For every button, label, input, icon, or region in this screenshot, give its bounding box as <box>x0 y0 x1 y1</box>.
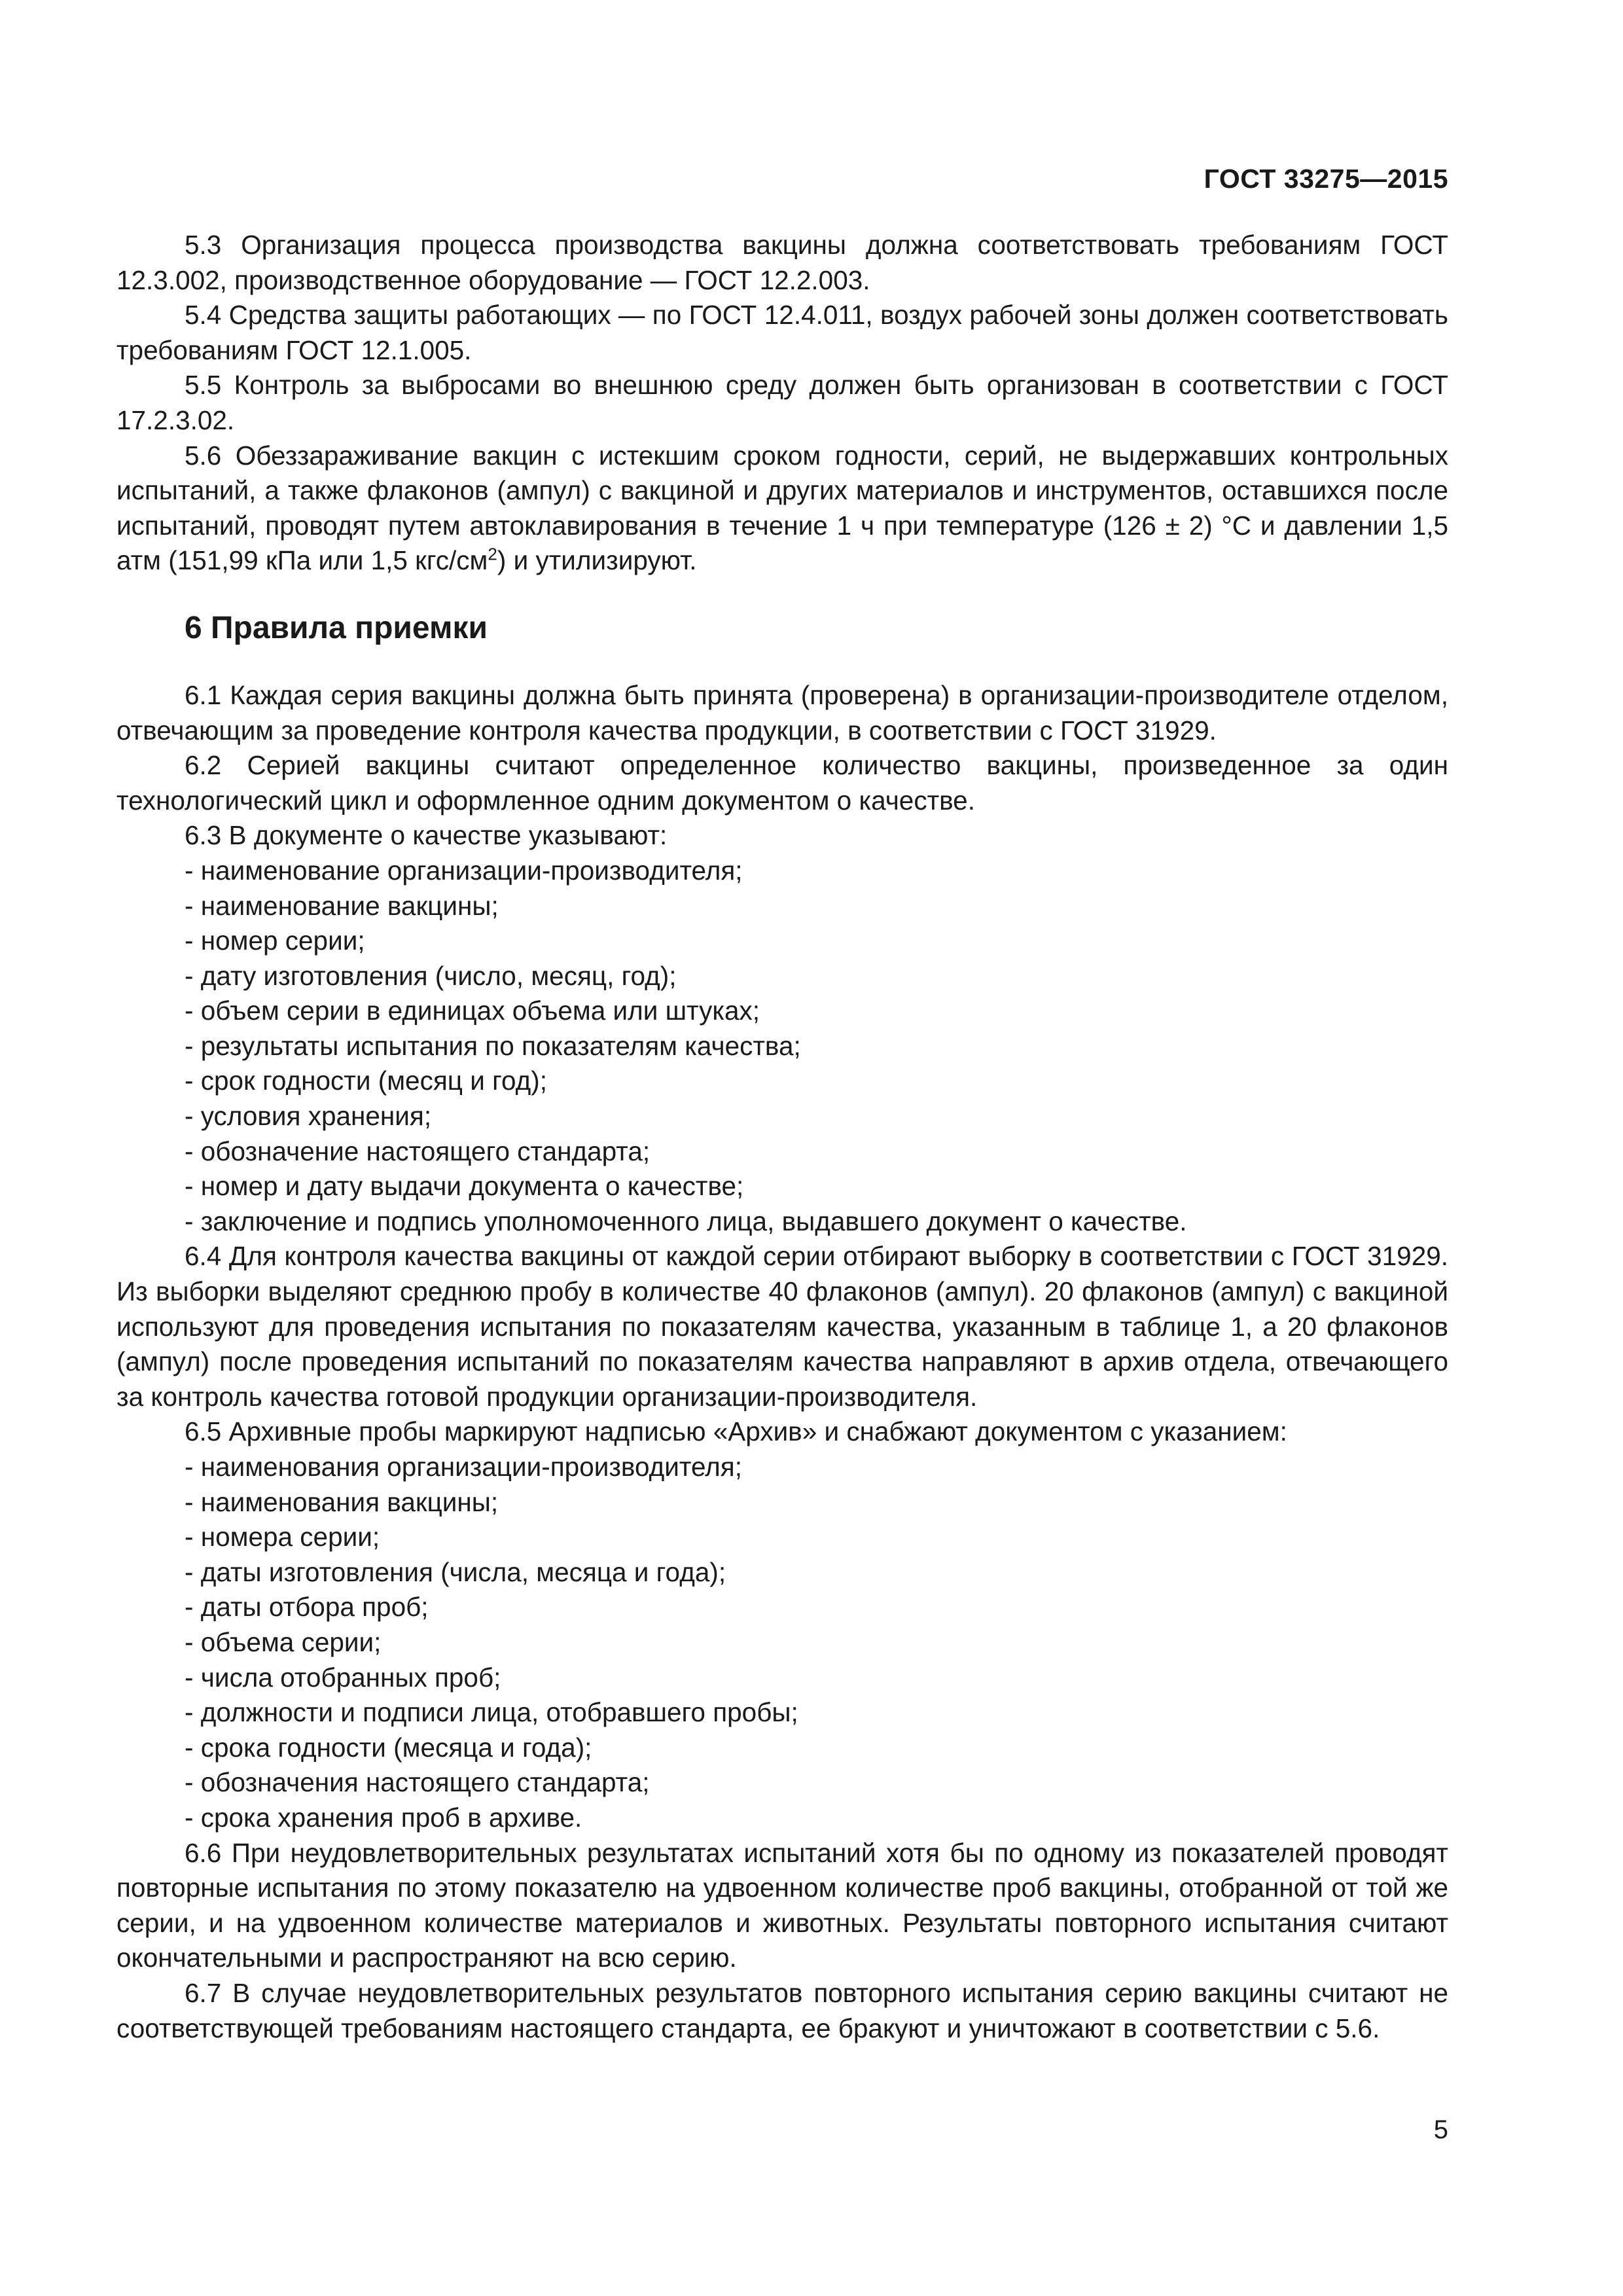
list-item: - заключение и подпись уполномоченного лица, выдавшего документ о качестве. <box>185 1206 1187 1236</box>
list-item: - наименования вакцины; <box>185 1486 499 1517</box>
list-item: - наименования организации-производителя; <box>185 1452 742 1482</box>
list-item: - объем серии в единицах объема или штуках; <box>185 996 760 1026</box>
document-page <box>116 144 1448 2225</box>
clause-6-5: 6.5 Архивные пробы маркируют надписью «Архив» и снабжают документом с указанием: <box>185 1416 1287 1447</box>
clause-5-6 <box>116 439 1448 579</box>
list-item: - наименование организации-производителя; <box>185 855 743 886</box>
clause-5-6-text-end: ) и утилизируют. <box>497 545 697 576</box>
clause-6-1: 6.1 Каждая серия вакцины должна быть принята (проверена) в организации-производителе отделом, отвечающим за проведение контроля качества продукции, в соответствии с ГОСТ 31929. <box>116 679 1448 745</box>
clause-5-6-superscript: 2 <box>488 544 497 564</box>
clause-5-3: 5.3 Организация процесса производства вакцины должна соответствовать требованиям ГОСТ 12.3.002, производственное оборудование — ГОСТ 12.2.003. <box>116 230 1448 295</box>
list-6-3 <box>116 853 1448 1240</box>
list-item: - обозначение настоящего стандарта; <box>185 1136 651 1166</box>
list-item: - результаты испытания по показателям качества; <box>185 1030 801 1061</box>
clause-6-3: 6.3 В документе о качестве указывают: <box>185 820 668 851</box>
list-item: - дату изготовления (число, месяц, год); <box>185 960 677 991</box>
clause-5-5: 5.5 Контроль за выбросами во внешнюю среду должен быть организован в соответствии с ГОСТ 17.2.3.02. <box>116 370 1448 435</box>
list-item: - наименование вакцины; <box>185 890 499 921</box>
list-item: - номер и дату выдачи документа о качестве; <box>185 1171 744 1202</box>
list-item: - срока хранения проб в архиве. <box>185 1802 582 1833</box>
section-6-heading: 6 Правила приемки <box>185 610 488 645</box>
list-item: - обозначения настоящего стандарта; <box>185 1767 650 1798</box>
list-item: - условия хранения; <box>185 1101 432 1132</box>
document-code: ГОСТ 33275—2015 <box>1204 164 1448 194</box>
list-6-5 <box>116 1450 1448 1836</box>
clause-6-4: 6.4 Для контроля качества вакцины от каждой серии отбирают выборку в соответствии с ГОСТ 31929. Из выборки выделяют среднюю пробу в количестве 40 флаконов (ампул). 20 флаконов (ампул) с вакциной используют для проведения испытания по показателям качества, указанным в таблице 1, а 20 флаконов (ампул) после проведения испытаний по показателям качества направляют в архив отдела, отвечающего за контроль качества готовой продукции организации-производителя. <box>116 1241 1448 1412</box>
list-item: - номер серии; <box>185 925 365 956</box>
clause-6-6: 6.6 При неудовлетворительных результатах испытаний хотя бы по одному из показателей проводят повторные испытания по этому показателю на удвоенном количестве проб вакцины, отобранной от той же серии, и на удвоенном количестве материалов и животных. Результаты повторного испытания считают окончательными и распространяют на всю серию. <box>116 1837 1448 1973</box>
list-item: - номера серии; <box>185 1522 380 1552</box>
clause-5-6-text: 5.6 Обеззараживание вакцин с истекшим сроком годности, серий, не выдержавших контрольных испытаний, а также флаконов (ампул) с вакциной и других материалов и инструментов, оставшихся после испытаний, проводят путем автоклавирования в течение 1 ч при температуре (126 ± 2) °С и давлении 1,5 атм (151,99 кПа или 1,5 кгс/см <box>116 440 1448 576</box>
list-item: - даты отбора проб; <box>185 1592 429 1623</box>
page-body <box>116 228 1448 2046</box>
clause-6-2: 6.2 Серией вакцины считают определенное количество вакцины, произведенное за один технологический цикл и оформленное одним документом о качестве. <box>116 750 1448 816</box>
clause-6-7: 6.7 В случае неудовлетворительных результатов повторного испытания серию вакцины считают не соответствующей требованиям настоящего стандарта, ее бракуют и уничтожают в соответствии с 5.6. <box>116 1977 1448 2043</box>
list-item: - даты изготовления (числа, месяца и года); <box>185 1556 726 1587</box>
list-item: - числа отобранных проб; <box>185 1662 501 1693</box>
list-item: - должности и подписи лица, отобравшего пробы; <box>185 1697 798 1728</box>
list-item: - срок годности (месяц и год); <box>185 1066 547 1096</box>
list-item: - срока годности (месяца и года); <box>185 1732 592 1763</box>
clause-5-4: 5.4 Средства защиты работающих — по ГОСТ 12.4.011, воздух рабочей зоны должен соответствовать требованиям ГОСТ 12.1.005. <box>116 300 1448 365</box>
page-number: 5 <box>1433 2115 1448 2144</box>
list-item: - объема серии; <box>185 1626 382 1657</box>
